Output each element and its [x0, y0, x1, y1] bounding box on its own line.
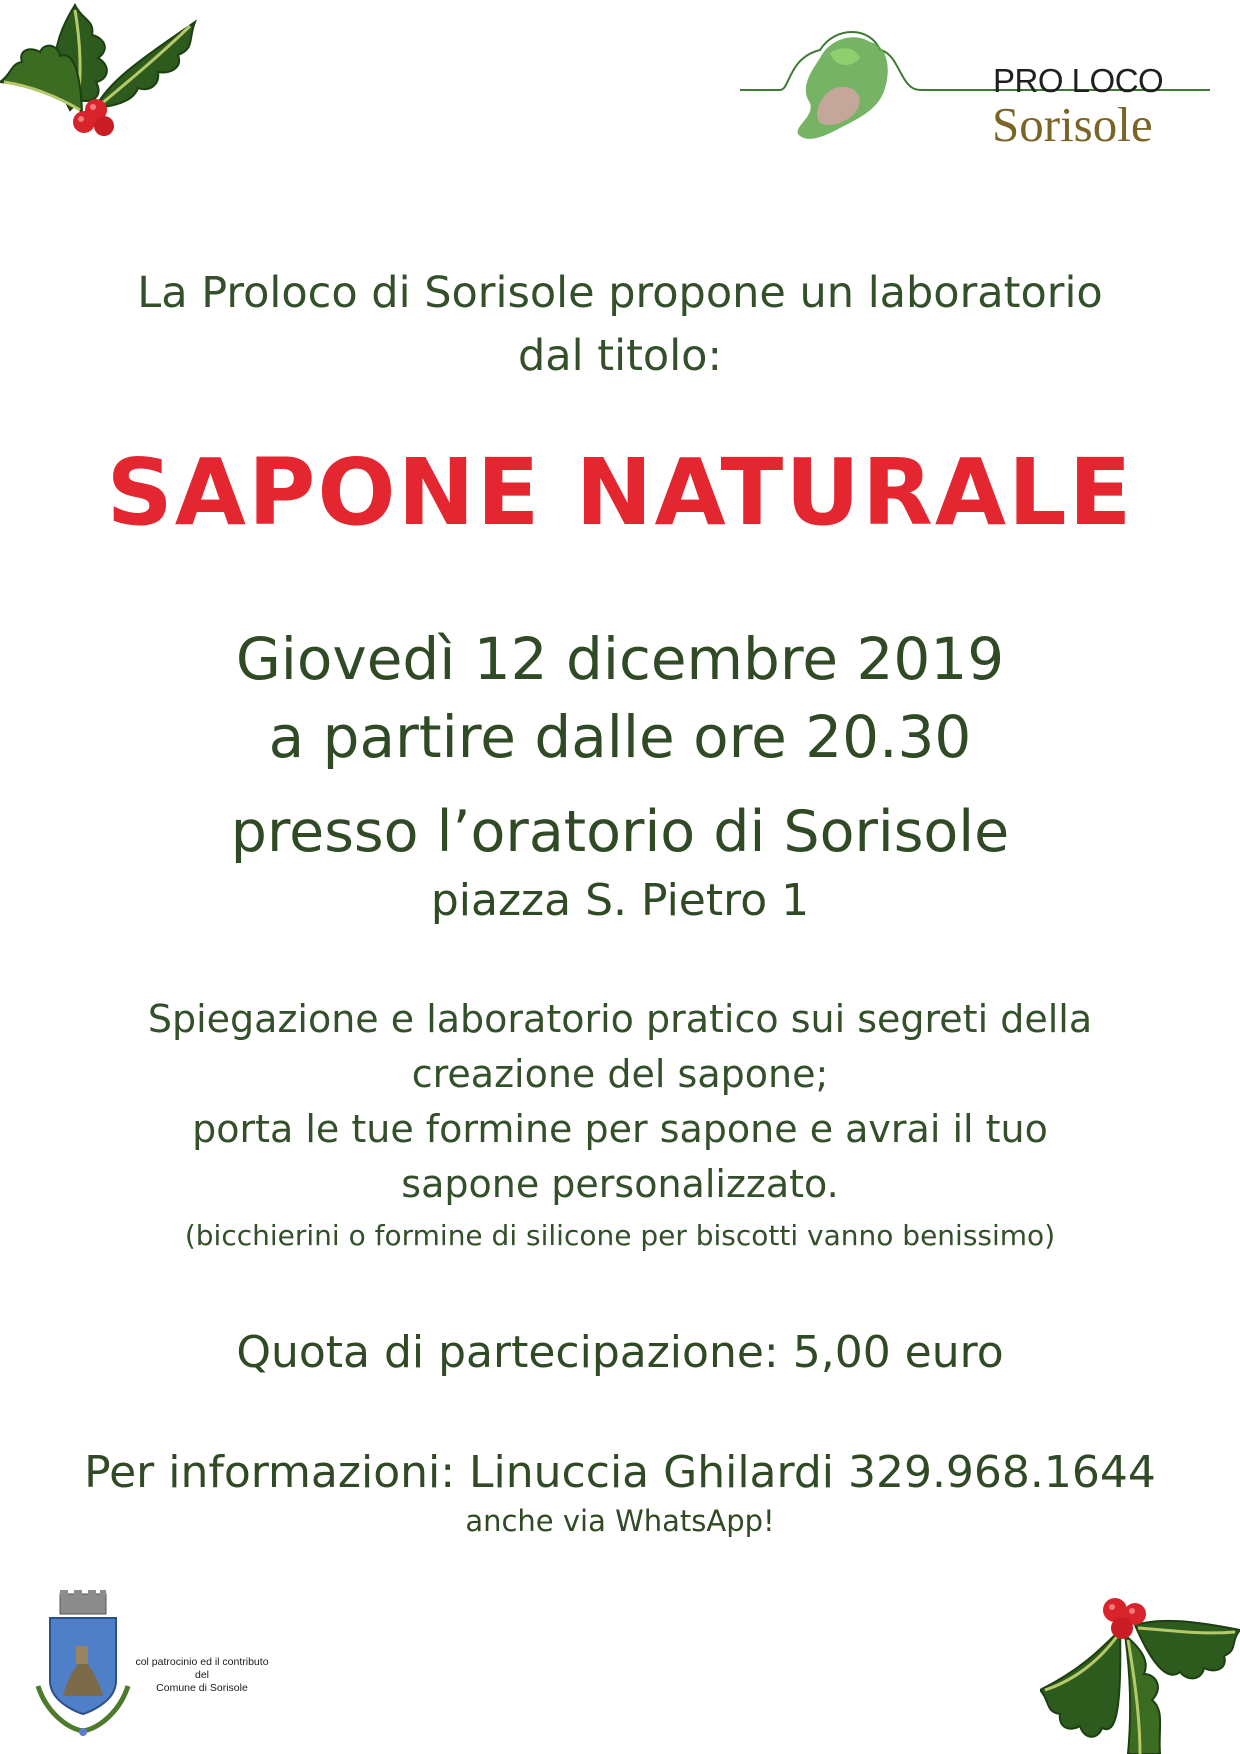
- description-line-1: Spiegazione e laboratorio pratico sui segreti della: [147, 997, 1093, 1041]
- comune-crest-icon: [28, 1586, 138, 1741]
- patronage-line-3: Comune di Sorisole: [156, 1682, 248, 1694]
- description-line-4: sapone personalizzato.: [401, 1162, 839, 1206]
- event-date-block: [0, 620, 1240, 776]
- logo-pro-loco-text: PRO LOCO: [993, 62, 1164, 99]
- fee-text: Quota di partecipazione: 5,00 euro: [236, 1327, 1004, 1378]
- description-line-2: creazione del sapone;: [411, 1052, 829, 1096]
- contact-info: Per informazioni: Linuccia Ghilardi 329.968.1644: [84, 1447, 1156, 1498]
- intro-text: [0, 262, 1240, 388]
- logo-sorisole-text: Sorisole: [992, 97, 1153, 152]
- patronage-text: [128, 1656, 276, 1695]
- event-date: Giovedì 12 dicembre 2019: [235, 625, 1005, 693]
- holly-top-left-icon: [0, 0, 200, 150]
- description: [0, 992, 1240, 1212]
- intro-line-1: La Proloco di Sorisole propone un laboratorio: [137, 268, 1103, 318]
- page-title: SAPONE NATURALE: [106, 439, 1134, 546]
- pro-loco-logo: [740, 18, 1210, 163]
- description-line-3: porta le tue formine per sapone e avrai il tuo: [192, 1107, 1048, 1151]
- intro-line-2: dal titolo:: [518, 331, 722, 381]
- description-note: (bicchierini o formine di silicone per biscotti vanno benissimo): [184, 1219, 1056, 1252]
- event-place: presso l’oratorio di Sorisole: [230, 799, 1010, 865]
- event-time: a partire dalle ore 20.30: [268, 703, 972, 771]
- patronage-line-2: del: [194, 1669, 209, 1681]
- holly-bottom-right-icon: [1040, 1590, 1240, 1754]
- contact-whatsapp: anche via WhatsApp!: [465, 1504, 775, 1538]
- event-address: piazza S. Pietro 1: [430, 875, 810, 926]
- patronage-line-1: col patrocinio ed il contributo: [135, 1656, 269, 1668]
